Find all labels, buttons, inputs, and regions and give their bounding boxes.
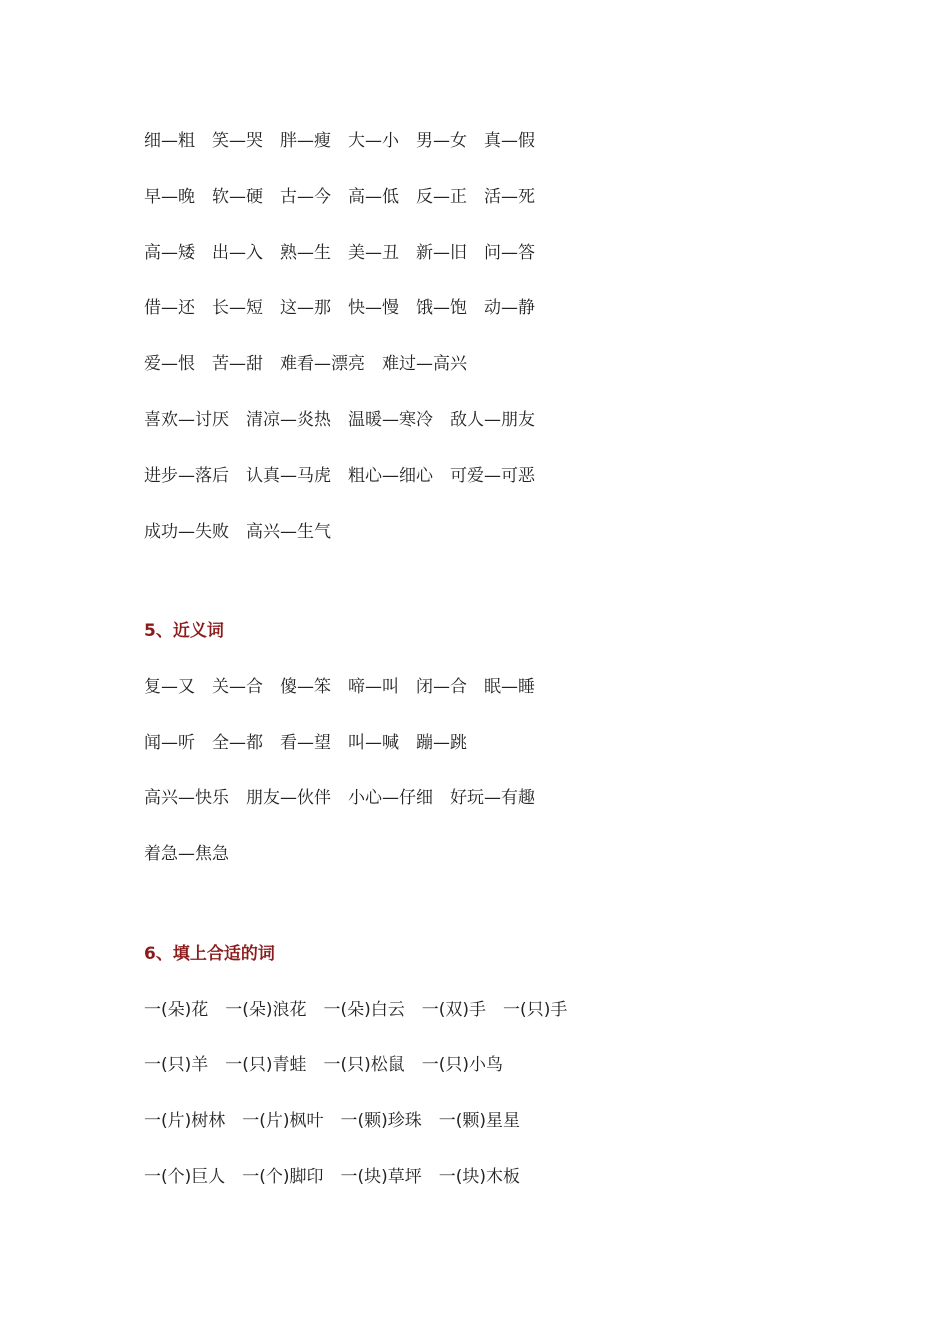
- antonym-line: 早—晚 软—硬 古—今 高—低 反—正 活—死: [144, 187, 535, 207]
- synonym-line: 高兴—快乐 朋友—伙伴 小心—仔细 好玩—有趣: [144, 788, 535, 808]
- antonym-line: 借—还 长—短 这—那 快—慢 饿—饱 动—静: [144, 298, 535, 318]
- antonym-line: 爱—恨 苦—甜 难看—漂亮 难过—高兴: [144, 354, 467, 374]
- antonym-line: 细—粗 笑—哭 胖—瘦 大—小 男—女 真—假: [144, 131, 535, 151]
- synonym-line: 复—又 关—合 傻—笨 啼—叫 闭—合 眠—睡: [144, 677, 535, 697]
- antonym-line: 喜欢—讨厌 清凉—炎热 温暖—寒冷 敌人—朋友: [144, 410, 535, 430]
- fill-words-line: 一(朵)花 一(朵)浪花 一(朵)白云 一(双)手 一(只)手: [144, 1000, 568, 1020]
- synonym-line: 着急—焦急: [144, 844, 229, 864]
- antonym-line: 进步—落后 认真—马虎 粗心—细心 可爱—可恶: [144, 466, 535, 486]
- antonym-line: 高—矮 出—入 熟—生 美—丑 新—旧 问—答: [144, 243, 535, 263]
- fill-words-line: 一(只)羊 一(只)青蛙 一(只)松鼠 一(只)小鸟: [144, 1055, 504, 1075]
- synonyms-heading: 5、近义词: [144, 621, 224, 641]
- antonym-line: 成功—失败 高兴—生气: [144, 522, 331, 542]
- fill-words-line: 一(片)树林 一(片)枫叶 一(颗)珍珠 一(颗)星星: [144, 1111, 521, 1131]
- synonym-line: 闻—听 全—都 看—望 叫—喊 蹦—跳: [144, 733, 467, 753]
- fill-words-line: 一(个)巨人 一(个)脚印 一(块)草坪 一(块)木板: [144, 1167, 521, 1187]
- fill-words-heading: 6、填上合适的词: [144, 944, 275, 964]
